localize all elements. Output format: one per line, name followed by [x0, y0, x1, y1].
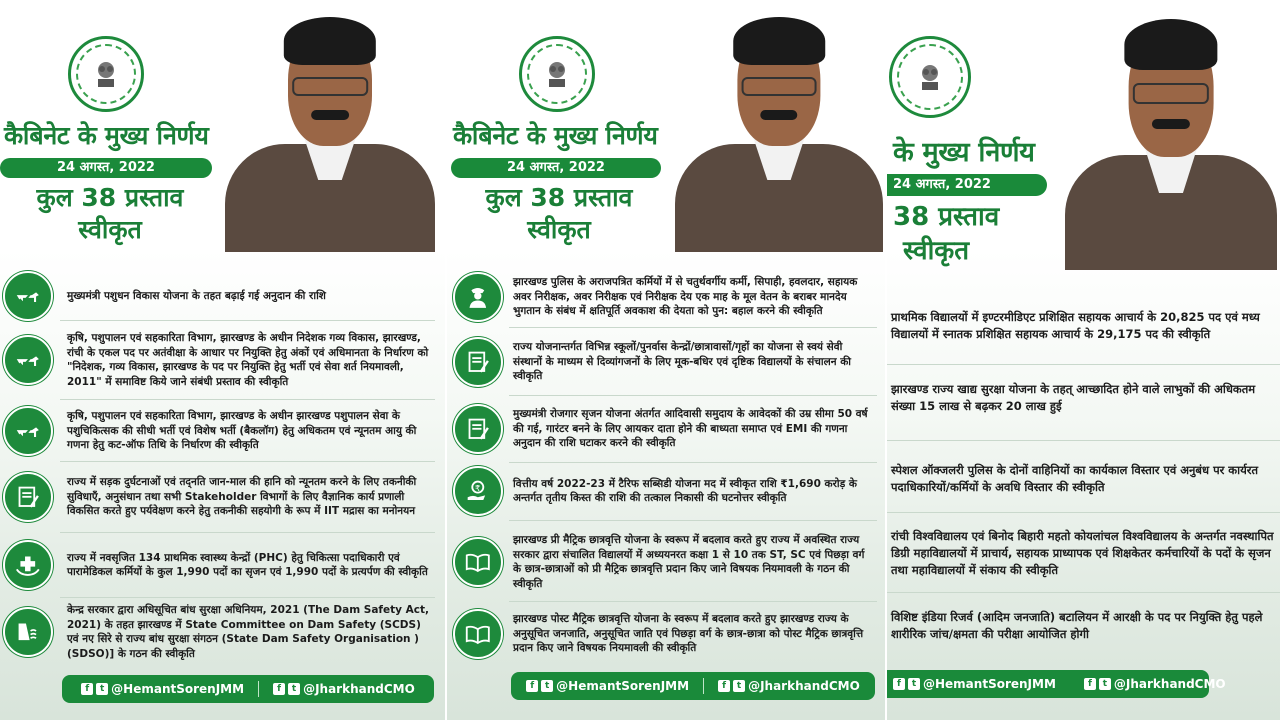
list-item	[447, 604, 885, 664]
social-footer	[62, 675, 434, 703]
count-line-1: कुल 38 प्रस्ताव	[485, 183, 633, 212]
list-item	[887, 372, 1280, 424]
facebook-icon: f	[718, 680, 730, 692]
row-text: झारखण्ड पोस्ट मैट्रिक छात्रवृत्ति योजना के स्वरूप में बदलाव करते हुए झारखण्ड राज्य के अनुसूचित जनजाति, अनुसूचित जाति एवं पिछड़ा वर्ग के छात्र-छात्रा को पोस्ट मैट्रिक छात्रवृत्ति प्रदान किए जाने विषयक नियमावली की स्वीकृति	[513, 613, 864, 655]
row-text: मुख्यमंत्री रोजगार सृजन योजना अंतर्गत आदिवासी समुदाय के आवेदकों की उम्र सीमा 50 वर्ष की गई, गारंटर बनने के लिए आयकर दाता होने की बाध्यता समाप्त एवं EMI की गणना अनुदान की राशि घटाकर करने की स्वीकृति	[513, 408, 868, 450]
date-badge: 24 अगस्त, 2022	[887, 174, 1047, 196]
count-line-2: स्वीकृत	[78, 215, 142, 244]
list-item	[0, 463, 445, 531]
list-item	[0, 268, 445, 324]
divider	[258, 681, 259, 697]
row-text: केन्द्र सरकार द्वारा अधिसूचित बांध सुरक्षा अधिनियम, 2021 (The Dam Safety Act, 2021) के तहत झारखण्ड में State Committee on Dam Safety (SCDS) एवं नए सिरे से राज्य बांध सुरक्षा संगठन (State Dam Safety Organisation )(SDSO)] के गठन की स्वीकृति	[67, 604, 430, 660]
chief-minister-portrait	[675, 12, 883, 252]
social-handle-2: f t @JharkhandCMO	[1084, 677, 1226, 691]
cow-check-icon	[3, 335, 53, 385]
svg-text:₹: ₹	[475, 483, 481, 493]
social-handle-1: f t @HemantSorenJMM	[893, 677, 1056, 691]
twitter-icon: t	[288, 683, 300, 695]
clipboard-pen-icon	[453, 337, 503, 387]
list-item	[887, 518, 1280, 588]
lion-capital-icon	[544, 59, 570, 89]
list-item	[0, 534, 445, 596]
cow-check-icon	[3, 271, 53, 321]
proposal-count	[10, 182, 210, 246]
twitter-icon: t	[96, 683, 108, 695]
twitter-icon: t	[733, 680, 745, 692]
row-text: विशिष्ट इंडिया रिजर्व (आदिम जनजाति) बटालियन में आरक्षी के पद पर नियुक्ति हेतु पहले शारीरिक जांच/क्षमता की परीक्षा आयोजित होगी	[891, 610, 1263, 641]
list-item	[447, 524, 885, 600]
lion-capital-icon	[93, 59, 119, 89]
row-text: कृषि, पशुपालन एवं सहकारिता विभाग, झारखण्ड के अधीन निदेशक गव्य विकास, झारखण्ड, रांची के एकल पद पर अतंवीक्षा के आधार पर नियुक्ति हेतु अंकों एवं अधिमानता के निर्धारण को "निदेशक, गव्य विकास, झारखण्ड के पद पर नियुक्ति हेतु भर्ती एवं सेवा शर्त नियमावली, 2011" में समाविष्ट किये जाने संबंधी प्रस्ताव की स्वीकृति	[67, 332, 429, 388]
social-handle-2: f t @JharkhandCMO	[273, 682, 415, 696]
row-text: वित्तीय वर्ष 2022-23 में टैरिफ सब्सिडी योजना मद में स्वीकृत राशि ₹1,690 करोड़ के अन्तर्गत तृतीय किस्त की राशि की तत्काल निकासी की घटनोत्तर स्वीकृति	[513, 477, 857, 504]
facebook-icon: f	[81, 683, 93, 695]
row-text: स्पेशल ऑक्जलरी पुलिस के दोनों वाहिनियों का कार्यकाल विस्तार एवं अनुबंध पर कार्यरत पदाधिकारियों/कर्मियों के अवधि विस्तार की स्वीकृति	[891, 463, 1259, 494]
cabinet-panel-3	[887, 0, 1280, 720]
date-badge: 24 अगस्त, 2022	[451, 158, 661, 178]
police-officer-icon	[453, 272, 503, 322]
divider	[703, 678, 704, 694]
cabinet-panel-2	[447, 0, 885, 720]
list-item	[887, 292, 1280, 360]
list-item	[887, 452, 1280, 506]
twitter-icon: t	[1099, 678, 1111, 690]
page-title: के मुख्य निर्णय	[893, 137, 1035, 168]
jharkhand-emblem-icon	[519, 36, 595, 112]
facebook-icon: f	[893, 678, 905, 690]
row-text: झारखण्ड पुलिस के अराजपत्रित कर्मियों में से चतुर्थवर्गीय कर्मी, सिपाही, हवलदार, सहायक अवर निरीक्षक, अवर निरीक्षक एवं निरीक्षक देय एक माह के मूल वेतन के बराबर मानदेय भुगतान के संबंध में क्षतिपूर्ति अवकाश की देयता को पुन: बहाल करने की स्वीकृति	[513, 276, 858, 318]
list-item	[447, 330, 885, 394]
proposal-count	[459, 182, 659, 246]
social-handle-1: f t @HemantSorenJMM	[81, 682, 244, 696]
row-text: कृषि, पशुपालन एवं सहकारिता विभाग, झारखण्ड के अधीन झारखण्ड पशुपालन सेवा के पशुचिकित्सक की सीधी भर्ती एवं विशेष भर्ती (बैकलॉग) हेतु अधिकतम एवं न्यूनतम आयु की गणना हेतु कट-ऑफ तिथि के निर्धारण की स्वीकृति	[67, 410, 417, 452]
chief-minister-portrait	[225, 12, 435, 252]
facebook-icon: f	[526, 680, 538, 692]
row-text: प्राथमिक विद्यालयों में इण्टरमीडिएट प्रशिक्षित सहायक आचार्य के 20,825 पद एवं मध्य विद्यालयों में स्नातक प्रशिक्षित सहायक आचार्य के 29,175 पद की स्वीकृति	[891, 310, 1260, 341]
chief-minister-portrait	[1065, 14, 1277, 270]
list-item	[0, 322, 445, 398]
twitter-icon: t	[541, 680, 553, 692]
count-line-2: स्वीकृत	[903, 236, 970, 266]
list-item	[447, 465, 885, 517]
dam-icon	[3, 607, 53, 657]
list-item	[447, 266, 885, 328]
row-text: राज्य योजनान्तर्गत विभिन्न स्कूलों/पुनर्वास केन्द्रों/छात्रावासों/गृहों का योजना से स्वयं सेवी संस्थानों के माध्यम से दिव्यांगजनों के लिए मूक-बधिर एवं दृष्टिक विद्यालयों के संचालन की स्वीकृति	[513, 341, 852, 383]
rupee-hand-icon	[453, 466, 503, 516]
clipboard-pen-icon	[453, 404, 503, 454]
list-item	[0, 599, 445, 665]
count-line-1: 38 प्रस्ताव	[893, 202, 1000, 232]
list-item	[887, 600, 1280, 652]
open-book-icon	[453, 537, 503, 587]
page-title: कैबिनेट के मुख्य निर्णय	[453, 121, 658, 150]
row-text: रांची विश्वविद्यालय एवं बिनोद बिहारी महतो कोयलांचल विश्वविद्यालय के अन्तर्गत नवस्थापित डिग्री महाविद्यालयों में प्राचार्य, सहायक प्राध्यापक एवं शिक्षकेतर कर्मचारियों के पदों के सृजन तथा महाविद्यालयों में संकाय की स्वीकृति	[891, 528, 1274, 577]
jharkhand-emblem-icon	[889, 36, 971, 118]
row-text: राज्य में नवसृजित 134 प्राथमिक स्वास्थ्य केन्द्रों (PHC) हेतु चिकित्सा पदाधिकारी एवं पारामेडिकल कर्मियों के कुल 1,990 पदों का सृजन एवं 1,990 पदों के प्रत्यर्पण की स्वीकृति	[67, 551, 428, 578]
count-line-2: स्वीकृत	[527, 215, 591, 244]
row-text: झारखण्ड प्री मैट्रिक छात्रवृत्ति योजना के स्वरूप में बदलाव करते हुए राज्य में अवस्थित राज्य सरकार द्वारा संचालित विद्यालयों में अध्ययनरत कक्षा 1 से 10 तक ST, SC एवं पिछड़ा वर्ग के छात्र-छात्राओं को प्री मैट्रिक छात्रवृत्ति प्रदान किए जाने विषयक नियमावली के गठन की स्वीकृति	[513, 534, 865, 590]
jharkhand-emblem-icon	[68, 36, 144, 112]
clipboard-pen-icon	[3, 472, 53, 522]
cabinet-panel-1	[0, 0, 445, 720]
social-footer	[511, 672, 875, 700]
open-book-icon	[453, 609, 503, 659]
facebook-icon: f	[1084, 678, 1096, 690]
social-handle-1: f t @HemantSorenJMM	[526, 679, 689, 693]
list-item	[0, 401, 445, 461]
page-title: कैबिनेट के मुख्य निर्णय	[4, 121, 209, 150]
row-text: झारखण्ड राज्य खाद्य सुरक्षा योजना के तहत् आच्छादित होने वाले लाभुकों की अधिकतम संख्या 15 लाख से बढ़कर 20 लाख हुई	[891, 382, 1256, 413]
row-text: मुख्यमंत्री पशुधन विकास योजना के तहत बढ़ाई गई अनुदान की राशि	[67, 289, 326, 302]
date-badge: 24 अगस्त, 2022	[0, 158, 212, 178]
social-handle-2: f t @JharkhandCMO	[718, 679, 860, 693]
medical-hands-icon	[3, 540, 53, 590]
count-line-1: कुल 38 प्रस्ताव	[36, 183, 184, 212]
list-item	[447, 398, 885, 460]
twitter-icon: t	[908, 678, 920, 690]
cow-check-icon	[3, 406, 53, 456]
facebook-icon: f	[273, 683, 285, 695]
social-footer	[887, 670, 1226, 698]
lion-capital-icon	[917, 62, 943, 92]
row-text: राज्य में सड़क दुर्घटनाओं एवं तद्नति जान-माल की हानि को न्यूनतम करने के लिए तकनीकी सुविधाएँ, अनुसंधान तथा सभी Stakeholder विभागों के लिए वैज्ञानिक कार्य प्रणाली विकसित करते हुए पर्यवेक्षण करने हेतु तकनीकी सहयोगी के रूप में IIT मद्रास का मनोनयन	[67, 476, 417, 518]
proposal-count	[893, 200, 1003, 268]
